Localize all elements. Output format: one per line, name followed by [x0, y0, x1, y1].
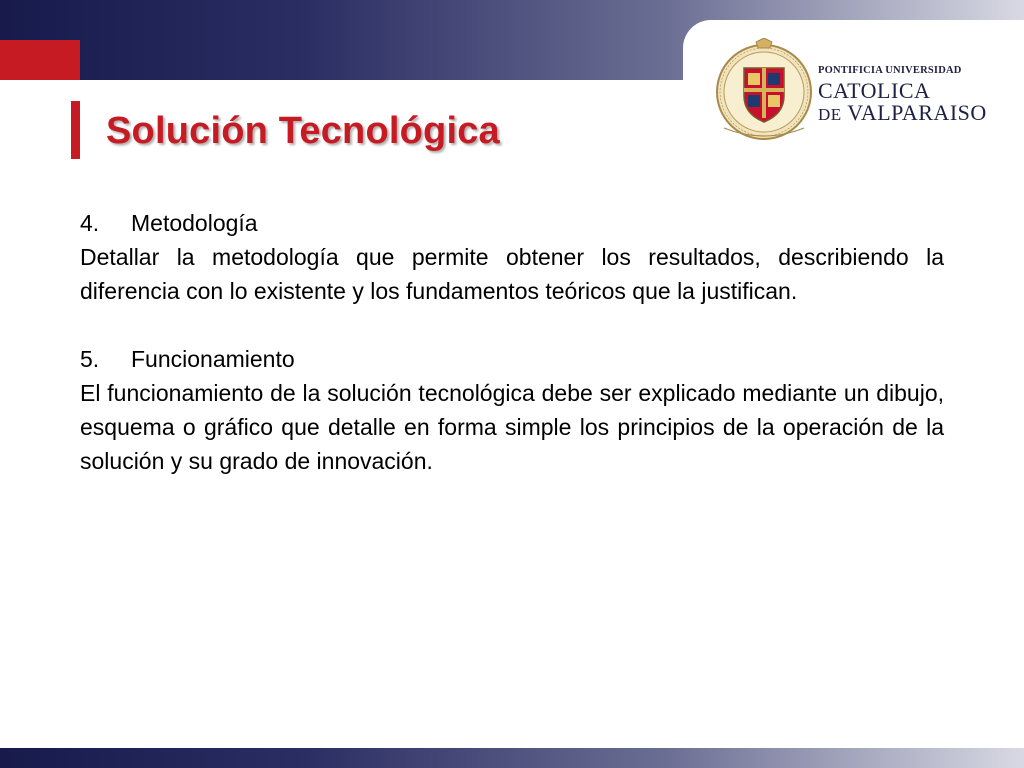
- section-spacer: [80, 308, 944, 342]
- section-heading-funcionamiento: [80, 342, 944, 376]
- logo-line-valparaiso-word: VALPARAISO: [847, 99, 987, 125]
- university-logo-text: [818, 66, 987, 124]
- logo-line-catolica: CATOLICA: [818, 77, 931, 103]
- footer-gradient-bar: [0, 748, 1024, 768]
- section-heading-text: Metodología: [131, 210, 258, 236]
- section-heading-metodologia: [80, 206, 944, 240]
- section-body-metodologia: Detallar la metodología que permite obtener los resultados, describiendo la diferencia con lo existente y los fundamentos teóricos que la justifican.: [80, 244, 944, 304]
- section-number: 4.: [80, 210, 100, 236]
- section-number: 5.: [80, 346, 100, 372]
- title-accent-bar: [71, 101, 80, 159]
- university-seal-icon: [714, 38, 814, 143]
- slide-content: [80, 206, 944, 478]
- header-red-block: [0, 40, 80, 80]
- section-heading-text: Funcionamiento: [131, 346, 295, 372]
- section-body-funcionamiento: El funcionamiento de la solución tecnológica debe ser explicado mediante un dibujo, esquema o gráfico que detalle en forma simple los principios de la operación de la solución y su grado de innovación.: [80, 380, 944, 474]
- slide-title: Solución Tecnológica: [106, 110, 500, 152]
- logo-line-valparaiso: [818, 99, 987, 125]
- logo-line-de: DE: [818, 104, 842, 124]
- logo-line-pontificia: PONTIFICIA UNIVERSIDAD: [818, 65, 962, 76]
